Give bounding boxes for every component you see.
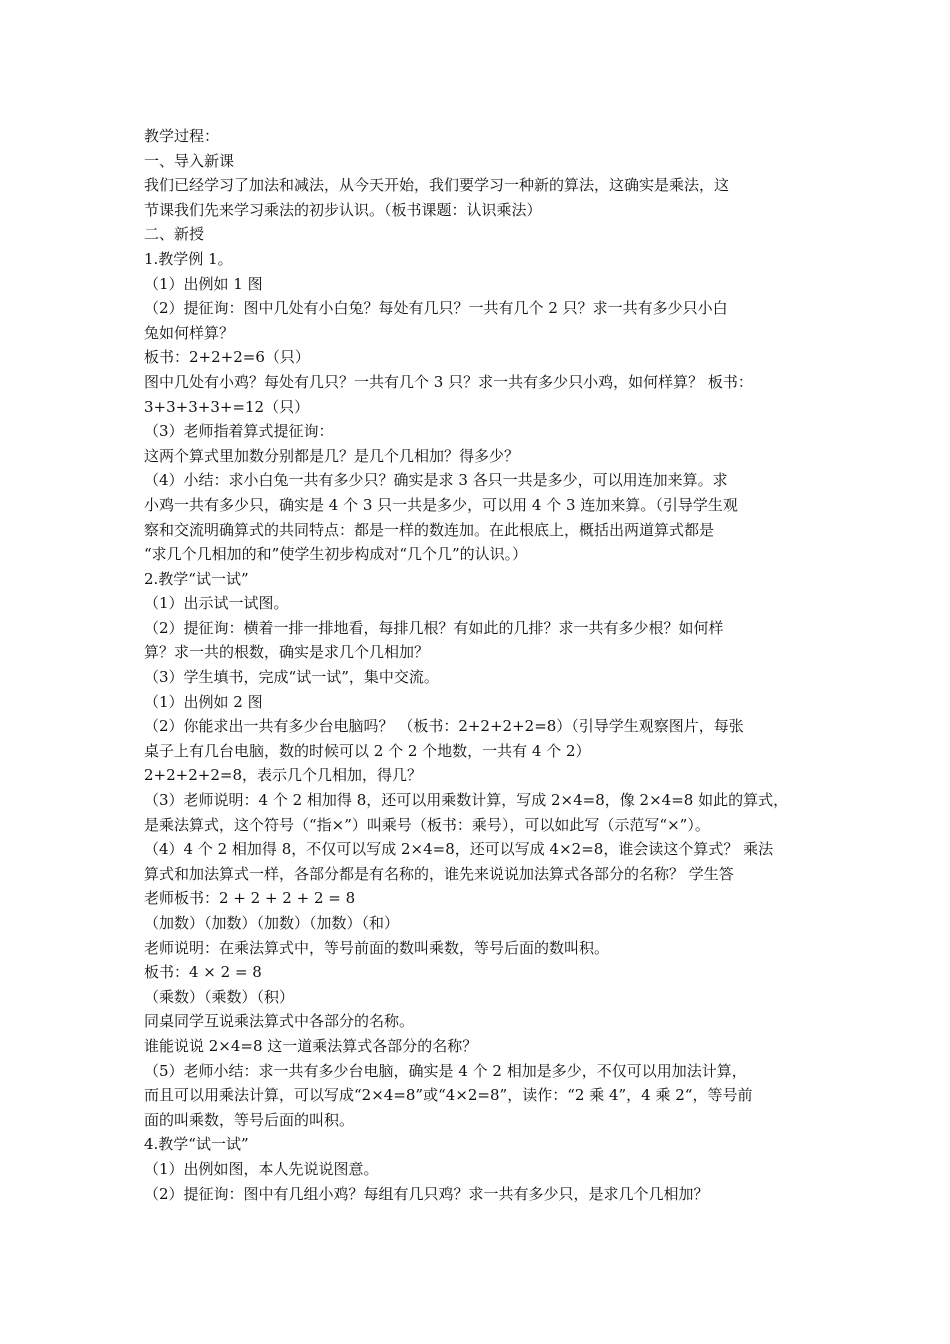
text-line: （1）出示试一试图。 bbox=[144, 594, 289, 613]
section-heading: 二、新授 bbox=[144, 225, 205, 244]
text-line: 兔如何样算？ bbox=[144, 323, 235, 342]
text-line: 板书：4 × 2 = 8 bbox=[144, 963, 262, 982]
text-line: （1）出例如 1 图 bbox=[144, 274, 263, 293]
text-line: （3）老师指着算式提征询： bbox=[144, 422, 334, 441]
text-line: 我们已经学习了加法和减法，从今天开始，我们要学习一种新的算法，这确实是乘法，这 bbox=[144, 176, 730, 195]
text-line: （4）小结：求小白兔一共有多少只？确实是求 3 各只一共是多少，可以用连加来算。求 bbox=[144, 471, 728, 490]
text-line: 而且可以用乘法计算，可以写成“2×4=8”或“4×2=8”，读作：“2 乘 4”，4 乘 2“，等号前 bbox=[144, 1086, 753, 1105]
text-line: 教学过程： bbox=[144, 127, 220, 145]
text-line: “求几个几相加的和”使学生初步构成对“几个几”的认识。） bbox=[144, 545, 528, 564]
text-line: 是乘法算式，这个符号（“指×”）叫乘号（板书：乘号），可以如此写（示范写“×”）。 bbox=[144, 815, 710, 834]
text-line: 小鸡一共有多少只，确实是 4 个 3 只一共是多少，可以用 4 个 3 连加来算。（引导学生观 bbox=[144, 495, 738, 514]
text-line: （2）提征询：横着一排一排地看，每排几根？有如此的几排？求一共有多少根？如何样 bbox=[144, 618, 724, 637]
text-line: 桌子上有几台电脑，数的时候可以 2 个 2 个地数，一共有 4 个 2） bbox=[144, 741, 591, 760]
text-line: 谁能说说 2×4=8 这一道乘法算式各部分的名称？ bbox=[144, 1036, 478, 1055]
text-line: 1.教学例 1。 bbox=[144, 249, 233, 268]
text-line: （1）出例如图，本人先说说图意。 bbox=[144, 1159, 379, 1178]
section-heading: 一、导入新课 bbox=[144, 151, 235, 170]
text-line: 这两个算式里加数分别都是几？是几个几相加？得多少？ bbox=[144, 446, 520, 465]
text-line: （3）老师说明：4 个 2 相加得 8，还可以用乘数计算，写成 2×4=8，像 2×4=8 如此的算式， bbox=[144, 791, 789, 810]
text-line: （2）提征询：图中几处有小白兔？每处有几只？一共有几个 2 只？求一共有多少只小白 bbox=[144, 299, 728, 318]
text-line: （2）你能求出一共有多少台电脑吗？ （板书：2+2+2+2=8）（引导学生观察图片，每张 bbox=[144, 717, 744, 736]
document-body bbox=[144, 124, 814, 1206]
text-line: 面的叫乘数，等号后面的叫积。 bbox=[144, 1110, 355, 1129]
text-line: 节课我们先来学习乘法的初步认识。（板书课题：认识乘法） bbox=[144, 200, 542, 219]
text-line: （加数）（加数）（加数）（加数）（和） bbox=[144, 914, 400, 932]
text-line: 2.教学“试一试” bbox=[144, 569, 249, 588]
text-line: 3+3+3+3+=12（只） bbox=[144, 397, 310, 416]
text-line: 老师说明：在乘法算式中，等号前面的数叫乘数，等号后面的数叫积。 bbox=[144, 938, 610, 957]
text-line: （4）4 个 2 相加得 8，不仅可以写成 2×4=8，还可以写成 4×2=8，谁会读这个算式？ 乘法 bbox=[144, 840, 774, 859]
text-line: 察和交流明确算式的共同特点：都是一样的数连加。在此根底上，概括出两道算式都是 bbox=[144, 520, 715, 539]
text-line: 4.教学“试一试” bbox=[144, 1135, 249, 1154]
text-line: 图中几处有小鸡？每处有几只？一共有几个 3 只？求一共有多少只小鸡，如何样算？ 板书： bbox=[144, 372, 753, 391]
text-line: 算式和加法算式一样，各部分都是有名称的，谁先来说说加法算式各部分的名称？ 学生答 bbox=[144, 864, 734, 883]
text-line: （5）老师小结：求一共有多少台电脑，确实是 4 个 2 相加是多少，不仅可以用加法计算， bbox=[144, 1061, 747, 1080]
text-line: （3）学生填书，完成“试一试”，集中交流。 bbox=[144, 668, 439, 687]
text-line: （乘数）（乘数）（积） bbox=[144, 987, 295, 1006]
text-line: （2）提征询：图中有几组小鸡？每组有几只鸡？求一共有多少只，是求几个几相加？ bbox=[144, 1184, 709, 1203]
text-line: 老师板书：2 + 2 + 2 + 2 = 8 bbox=[144, 889, 356, 908]
text-line: 板书：2+2+2=6（只） bbox=[144, 348, 310, 367]
text-line: 同桌同学互说乘法算式中各部分的名称。 bbox=[144, 1012, 415, 1031]
text-line: 2+2+2+2=8，表示几个几相加，得几？ bbox=[144, 766, 422, 785]
text-line: （1）出例如 2 图 bbox=[144, 692, 263, 711]
text-line: 算？求一共的根数，确实是求几个几相加？ bbox=[144, 643, 430, 662]
